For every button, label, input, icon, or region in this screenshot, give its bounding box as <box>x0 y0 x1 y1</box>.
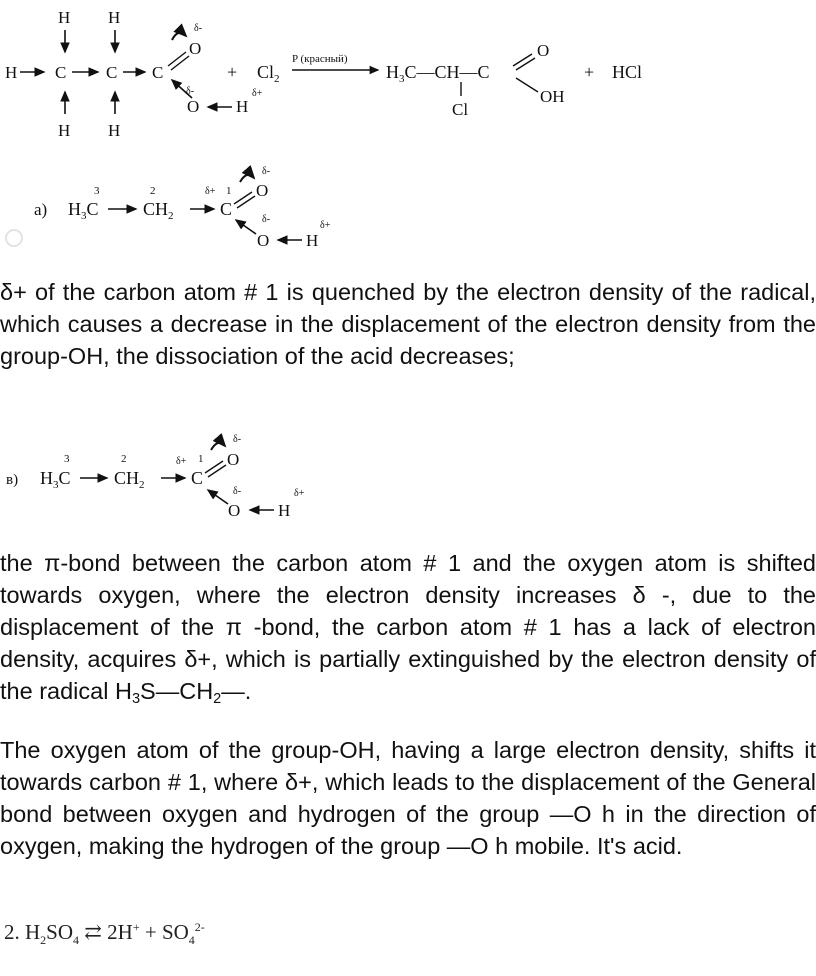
equation-number: 2. <box>4 920 20 944</box>
plus-sign-2: + <box>584 62 595 82</box>
product-sulfate-ion: $SO_4^{2-}$ <box>161 920 205 948</box>
delta-plus-h: δ+ <box>252 88 263 99</box>
product-oh: OH <box>540 87 565 106</box>
double-bond-b <box>171 56 189 70</box>
paragraph-2 <box>0 547 816 711</box>
oxygen-double: O <box>227 450 240 469</box>
faded-circle-mark <box>6 230 22 246</box>
arrow-o-c <box>236 220 256 234</box>
num-1: 1 <box>226 185 232 197</box>
num-2: 2 <box>121 453 127 465</box>
hydrogen: H <box>306 231 319 250</box>
paragraph-1: δ+ of the carbon atom # 1 is quenched by the electron density of the radical, which causes a decrease in the displacement of the electron density from the group-OH, the dissociation of the acid decreases; <box>0 279 816 369</box>
delta-minus-top: δ- <box>194 23 203 34</box>
reaction-condition: P (красный) <box>292 53 348 65</box>
scheme-a-figure <box>0 160 816 270</box>
group-h3c: $H_3C$ <box>40 468 71 491</box>
paragraph-2-main: the π-bond between the carbon atom # 1 and the oxygen atom is shifted towards oxygen, where the electron density increases δ -, due to the displacement of the π -bond, the carbon atom # 1 has a lack of electron density, acquires δ+, which is partially extinguished by the electron density of the radical H <box>0 550 816 704</box>
scheme-b-figure <box>0 428 816 528</box>
num-3: 3 <box>94 185 100 197</box>
num-1: 1 <box>198 453 204 465</box>
carbon-1: C <box>55 63 67 82</box>
paragraph-2-mid: S—CH <box>140 678 214 704</box>
oxygen-double: O <box>256 181 269 200</box>
delta-minus-o2: δ- <box>262 214 271 225</box>
plus-sign: + <box>144 920 157 944</box>
product-single-bond <box>516 78 538 92</box>
h-top-2: H <box>108 8 121 27</box>
oxygen-single: O <box>187 97 200 116</box>
num-2: 2 <box>150 185 156 197</box>
double-bond-a <box>168 52 186 66</box>
delta-minus-o1: δ- <box>233 434 242 445</box>
carbon-2: C <box>106 63 118 82</box>
carbon-3: C <box>152 63 164 82</box>
equilibrium-arrow-icon: ⇄ <box>84 920 102 944</box>
reagent-cl2: $Cl_2$ <box>257 62 280 85</box>
group-h3c: $H_3C$ <box>68 199 99 222</box>
delta-plus-c: δ+ <box>176 456 187 467</box>
acid-formula: $H_2SO_4$ <box>25 920 80 948</box>
byproduct-hcl: HCl <box>612 62 643 82</box>
delta-minus-o1: δ- <box>262 166 271 177</box>
curved-arrow-icon <box>240 175 254 182</box>
double-bond-a <box>205 461 223 473</box>
num-3: 3 <box>64 453 70 465</box>
oxygen-single: O <box>257 231 270 250</box>
scheme-a-label: а) <box>34 200 48 219</box>
oxygen-double: O <box>189 39 202 58</box>
delta-plus-h: δ+ <box>320 220 331 231</box>
paragraph-2-end: —. <box>221 678 252 704</box>
product-hydrogen-ions: 2H+ <box>107 920 140 944</box>
group-ch2: $CH_2$ <box>114 468 145 491</box>
double-bond-b <box>237 196 255 208</box>
h-top-1: H <box>58 8 71 27</box>
delta-plus-c: δ+ <box>205 186 216 197</box>
arrow-o-c <box>208 490 228 504</box>
h-bottom-2: H <box>108 121 121 140</box>
product-oxygen: O <box>537 41 550 60</box>
hydrogen: H <box>278 501 291 520</box>
product-formula: $H_3C—CH—C$ <box>386 62 490 85</box>
product-cl: Cl <box>452 100 469 119</box>
delta-minus-o: δ- <box>186 86 195 97</box>
scheme-b-label: в) <box>6 472 19 488</box>
group-ch2: $CH_2$ <box>143 199 174 222</box>
hydrogen-oh: H <box>236 97 249 116</box>
double-bond-b <box>208 465 226 477</box>
product-double-bond-b <box>516 58 535 70</box>
delta-minus-o2: δ- <box>233 486 242 497</box>
carbon-1: C <box>220 199 233 219</box>
h-bottom-1: H <box>58 121 71 140</box>
paragraph-2-sub-b: 2 <box>213 691 222 708</box>
product-double-bond-a <box>513 54 532 66</box>
reaction-1-figure <box>0 0 816 150</box>
oxygen-single: O <box>228 501 241 520</box>
paragraph-2-sub-a: 3 <box>131 691 141 708</box>
curved-arrow-icon <box>172 33 186 40</box>
h-left: H <box>5 63 18 82</box>
double-bond-a <box>234 192 252 204</box>
equation-2 <box>4 920 205 948</box>
paragraph-3: The oxygen atom of the group-OH, having a large electron density, shifts it towards carbon # 1, where δ+, which leads to the displacement of the General bond between oxygen and hydrogen of the group —O h in the direction of oxygen, making the hydrogen of the group —O h mobile. It's acid. <box>0 737 816 859</box>
carbon-1: C <box>191 468 204 488</box>
delta-plus-h: δ+ <box>294 488 305 499</box>
plus-sign-1: + <box>227 62 238 82</box>
curved-arrow-icon <box>211 443 225 450</box>
